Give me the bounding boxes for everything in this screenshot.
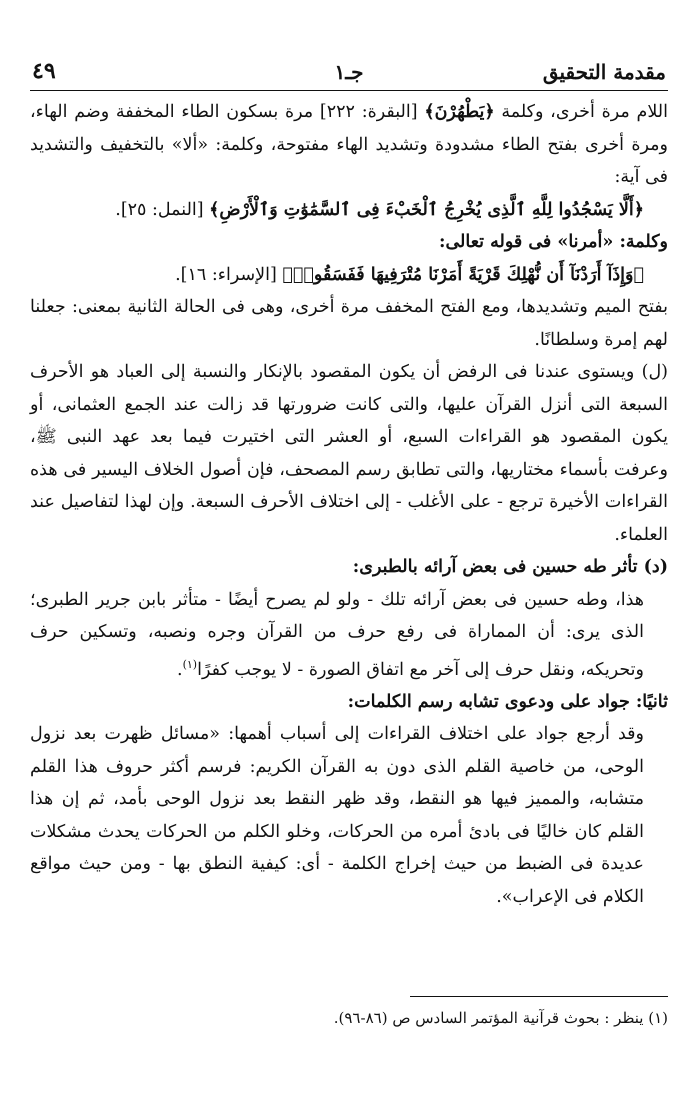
citation: [الإسراء: ١٦]. xyxy=(175,264,283,285)
paragraph-2: (ل) ويستوى عندنا فى الرفض أن يكون المقصود بالإنكار والنسبة إلى العباد هو الأحرف السبعة التى أنزل القرآن عليها، والتى كانت ضرورتها قد زالت عند الجمع العثمانى، أو يكون المقصود هو القراءات السبع، أو العشر التى اختيرت فيما بعد عهد النبى ﷺ، وعرفت بأسماء مختاريها، والتى تطابق رسم المصحف، فإن أصول الخلاف اليسير فى هذه القراءات الأخيرة ترجع - على الأغلب - إلى اختلاف الأحرف السبعة. وإن لهذا لتفاصيل عند العلماء. xyxy=(30,362,668,545)
page-header xyxy=(30,58,668,91)
footnote-divider xyxy=(410,996,668,997)
citation: [البقرة: ٢٢٢] مرة بسكون الطاء المخففة وضم xyxy=(74,102,425,122)
quran-quote: ﴿يَطْهُرْنَ﴾ xyxy=(424,102,495,122)
quran-quote: ﴿وَإِذَآ أَرَدْنَآ أَن نُّهْلِكَ قَرْيَةً أَمَرْنَا مُتْرَفِيهَا فَفَسَقُوا۟﴾ xyxy=(282,264,644,285)
word-heading: وكلمة: «أمرنا» فى قوله تعالى: xyxy=(439,232,668,252)
running-title: مقدمة التحقيق xyxy=(542,60,666,84)
text-line: اللام مرة أخرى، وكلمة xyxy=(494,102,668,122)
main-text xyxy=(30,96,668,913)
footnote-ref[interactable]: (١) xyxy=(182,657,198,671)
quran-quote: ﴿أَلَّا يَسْجُدُوا لِلَّهِ ٱلَّذِى يُخْرِجُ ٱلْخَبْءَ فِى ٱلسَّمَٰوَٰتِ وَٱلْأَرْضِ﴾ xyxy=(209,199,644,220)
paragraph-1 xyxy=(30,96,668,194)
verse-line xyxy=(30,259,668,292)
page-number: ٤٩ xyxy=(32,58,56,84)
section-heading: (د) تأثر طه حسين فى بعض آرائه بالطبرى: xyxy=(352,557,668,577)
section-heading: ثانيًا: جواد على ودعوى تشابه رسم الكلمات: xyxy=(347,691,668,712)
paragraph-1-end xyxy=(30,291,668,356)
citation: [النمل: ٢٥]. xyxy=(115,199,210,220)
text-line: بالتخفيف والتشديد فى آية: xyxy=(30,134,668,187)
paragraph-text: هذا، وطه حسين فى بعض آرائه تلك - ولو لم يصرح أيضًا - متأثر بابن جرير الطبرى؛ الذى يرى: أن المماراة فى رفع حرف من القرآن وجره ونصبه، وتسكين حرف وتحريكه، ونقل حرف إلى آخر مع اتفاق الصورة - لا يوجب كفرًا xyxy=(30,589,644,680)
paragraph-3 xyxy=(30,584,668,686)
volume-label: جـ١ xyxy=(334,60,364,84)
text-line: الهاء، ومرة أخرى بفتح الطاء مشدودة وتشديد الهاء مفتوحة، وكلمة: «ألا» xyxy=(30,102,668,155)
text-line: بمعنى: جعلنا لهم إمرة وسلطانًا. xyxy=(30,297,668,350)
verse-line xyxy=(30,194,668,227)
paragraph-4: وقد أرجع جواد على اختلاف القراءات إلى أسباب أهمها: «مسائل ظهرت بعد نزول الوحى، من خاصية القلم الذى دون به القرآن الكريم: فرسم أكثر حروف هذا القلم متشابه، والمميز فيها هو النقط، وقد ظهر النقط بعد نزول الوحى بأمد، ثم إن هذا القلم كان خاليًا فى بادئ أمره من الحركات، وخلو الكلم من الحركات يحدث مشكلات عديدة فى الضبط من حيث إخراج الكلمة - أى: كيفية النطق بها - ومن حيث مواقع الكلام فى الإعراب». xyxy=(30,724,644,907)
period: . xyxy=(176,659,183,680)
footnote: (١) ينظر : بحوث قرآنية المؤتمر السادس ص (٨٦-٩٦). xyxy=(333,1009,668,1027)
text-line: بفتح الميم وتشديدها، ومع الفتح المخفف مرة أخرى، وهى فى الحالة الثانية xyxy=(127,297,668,317)
